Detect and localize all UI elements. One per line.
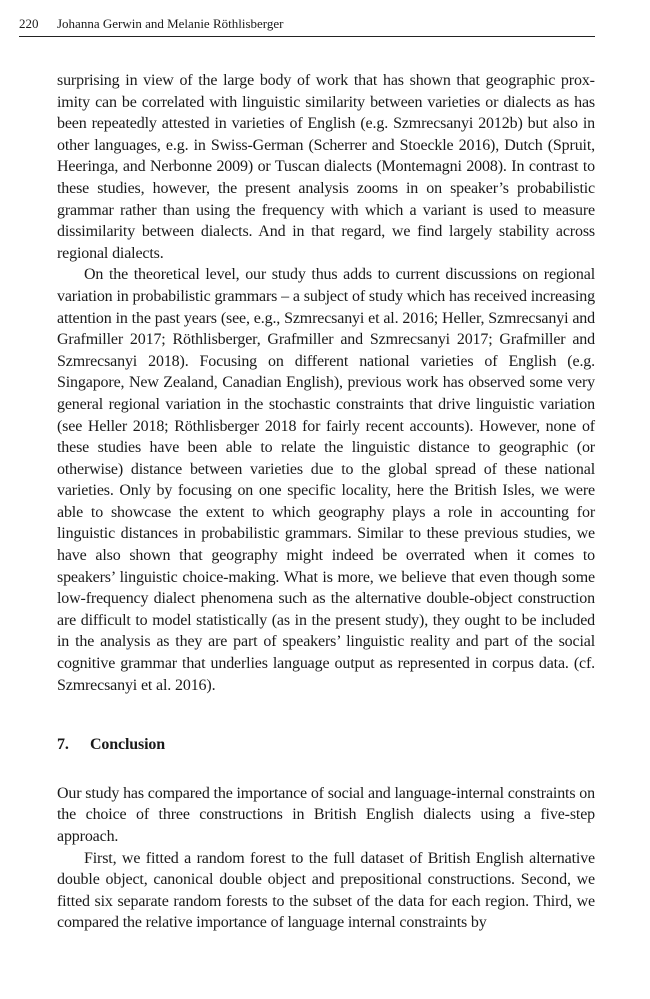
page-body — [57, 70, 595, 934]
paragraph-theoretical-level: On the theoretical level, our study thus adds to current discussions on regional variation in probabilistic grammars – a subject of study which has received increasing attention in the past years (see, e.g., Szmrecsanyi et al. 2016; Heller, Szmrecsanyi and Grafmiller 2017; Röthlisberger, Grafmiller and Szmrecsanyi 2017; Grafmiller and Szmrecsanyi 2018). Focusing on different national varieties of English (e.g. Singapore, New Zealand, Canadian English), previous work has observed some very general regional variation in the stochastic constraints that drive linguistic variation (see Heller 2018; Röthlisberger 2018 for fairly recent accounts). However, none of these studies have been able to relate the linguistic distance to geographic (or otherwise) distance between varieties due to the global spread of these national varieties. Only by focusing on one specific locality, here the British Isles, we were able to showcase the extent to which geography plays a role in accounting for linguistic distances in probabilistic grammars. Similar to these previous studies, we have also shown that geography might indeed be overrated when it comes to speakers’ linguistic choice-making. What is more, we believe that even though some low-frequency dialect phenomena such as the alternative double-object construction are difficult to model statistically (as in the present study), they ought to be included in the analysis as they are part of speakers’ linguistic reality and part of the social cognitive grammar that underlies language output as represented in corpus data. (cf. Szmrecsanyi et al. 2016). — [57, 266, 595, 694]
paragraph-continuation: surprising in view of the large body of work that has shown that geographic proximity can be correlated with linguistic similarity between varieties or dialects as has been repeatedly attested in varieties of English (e.g. Szmrecsanyi 2012b) but also in other languages, e.g. in Swiss-German (Scherrer and Stoeckle 2016), Dutch (Spruit, Heeringa, and Nerbonne 2009) or Tuscan dialects (Montemagni 2008). In contrast to these studies, however, the present analysis zooms in on speaker’s probabilistic grammar rather than using the frequency with which a variant is used to measure dissimilarity between dialects. And in that regard, we find largely stability across regional dialects. — [57, 72, 595, 262]
page-number: 220 — [19, 16, 39, 31]
section-number: 7. — [57, 736, 69, 754]
paragraph-conclusion-steps: First, we fitted a random forest to the full dataset of British English alternative double object, canonical double object and prepositional constructions. Second, we fitted six separate random forests to the subset of the data for each region. Third, we compared the relative importance of language internal constraints by — [57, 849, 595, 932]
section-heading-conclusion — [57, 734, 595, 756]
running-title: Johanna Gerwin and Melanie Röthlisberger — [57, 16, 284, 31]
section-title: Conclusion — [90, 736, 165, 754]
paragraph-conclusion-intro: Our study has compared the importance of social and language-internal constraints on the choice of three constructions in British English dialects using a five-step approach. — [57, 784, 595, 845]
running-header — [19, 14, 595, 37]
